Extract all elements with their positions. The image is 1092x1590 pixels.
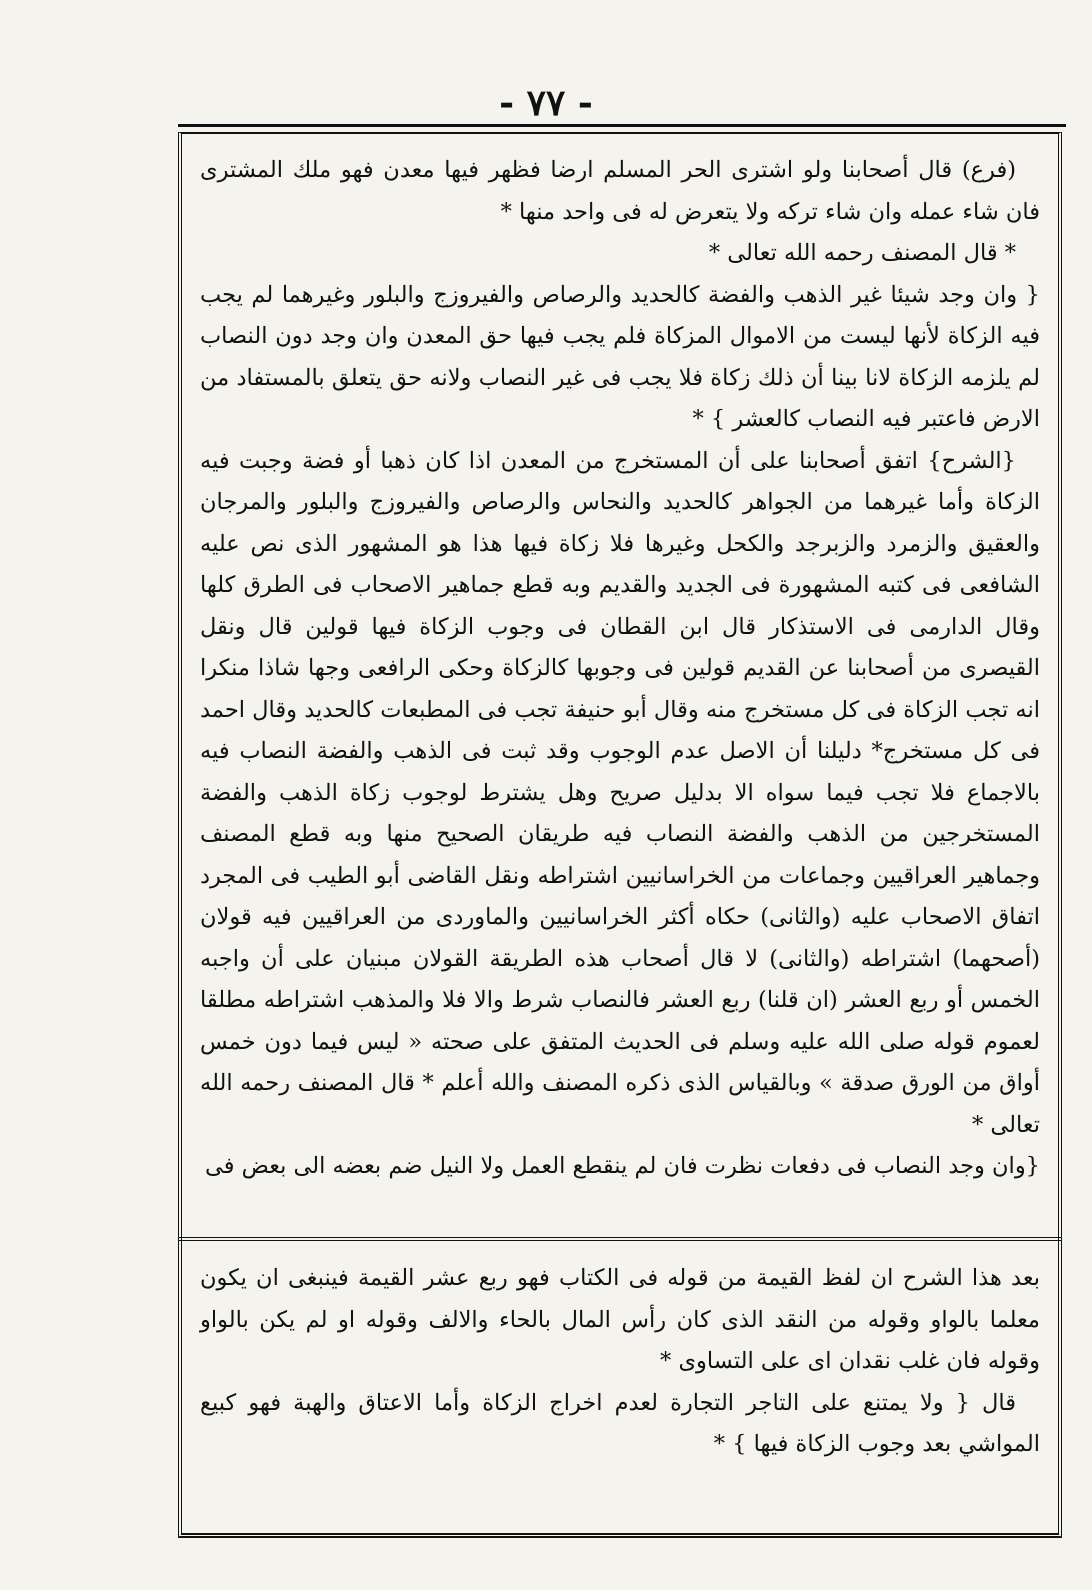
footnote-separator [178, 1237, 1062, 1241]
author-note: * قال المصنف رحمه الله تعالى * [708, 240, 1016, 266]
paragraph-far: (فرع) قال أصحابنا ولو اشترى الحر المسلم ارضا فظهر فيها معدن فهو ملك المشترى فان شاء عمله وان شاء تركه ولا يتعرض له فى واحد منها * [200, 157, 1040, 225]
footnote-paragraph: بعد هذا الشرح ان لفظ القيمة من قوله فى الكتاب فهو ربع عشر القيمة فينبغى ان يكون معلما بالواو وقوله من النقد الذى كان رأس المال بالحاء والالف وقوله او لم يكن بالواو وقوله فان غلب نقدان اى على التساوى * [200, 1265, 1040, 1374]
sharh-paragraph: {الشرح} اتفق أصحابنا على أن المستخرج من المعدن اذا كان ذهبا أو فضة وجبت فيه الزكاة وأما غيرهما من الجواهر كالحديد والنحاس والرصاص والفيروزج والبلور والمرجان والعقيق والزمرد والزبرجد والكحل وغيرها فلا زكاة فيها هذا هو المشهور الذى نص عليه الشافعى فى كتبه المشهورة فى الجديد والقديم وبه قطع جماهير الاصحاب فى الطرق كلها وقال الدارمى فى الاستذكار قال ابن القطان فى وجوب الزكاة فيها قولين قال ونقل القيصرى من أصحابنا عن القديم قولين فى وجوبها كالزكاة وحكى الرافعى وجها شاذا منكرا انه تجب الزكاة فى كل مستخرج منه وقال أبو حنيفة تجب فى المطبعات كالحديد وقال احمد فى كل مستخرج* دليلنا أن الاصل عدم الوجوب وقد ثبت فى الذهب والفضة النصاب فيه بالاجماع فلا تجب فيما سواه الا بدليل صريح وهل يشترط لوجوب زكاة الذهب والفضة المستخرجين من الذهب والفضة النصاب فيه طريقان الصحيح منها وبه قطع المصنف وجماهير العراقيين وجماعات من الخراسانيين اشتراطه ونقل القاضى أبو الطيب فى المجرد اتفاق الاصحاب عليه (والثانى) حكاه أكثر الخراسانيين والماوردى من العراقيين فيه قولان (أصحهما) اشتراطه (والثانى) لا قال أصحاب هذه الطريقة القولان مبنيان على أن واجبه الخمس أو ربع العشر (ان قلنا) ربع العشر فالنصاب شرط والا فلا والمذهب اشتراطه مطلقا لعموم قوله صلى الله عليه وسلم فى الحديث المتفق على صحته « ليس فيما دون خمس أواق من الورق صدقة » وبالقياس الذى ذكره المصنف والله أعلم * قال المصنف رحمه الله تعالى * [200, 447, 1040, 1138]
matn-paragraph-continued: {وان وجد النصاب فى دفعات نظرت فان لم ينقطع العمل ولا النيل ضم بعضه الى بعض فى [205, 1153, 1040, 1179]
footnote-paragraph: قال { ولا يمتنع على التاجر التجارة لعدم اخراج الزكاة وأما الاعتاق والهبة فهو كبيع المواشي بعد وجوب الزكاة فيها } * [200, 1389, 1040, 1457]
main-text [200, 150, 1040, 1188]
matn-paragraph: { وان وجد شيئا غير الذهب والفضة كالحديد والرصاص والفيروزج والبلور وغيرهما لم يجب فيه الزكاة لأنها ليست من الاموال المزكاة فلم يجب فيها حق المعدن وان وجد دون النصاب لم يلزمه الزكاة لانا بينا أن ذلك زكاة فلا يجب فى غير النصاب ولانه حق يتعلق بالمستفاد من الارض فاعتبر فيه النصاب كالعشر } * [200, 281, 1040, 432]
top-rule [178, 124, 1066, 127]
footnotes [200, 1258, 1040, 1466]
page-number: - ٧٧ - [499, 82, 593, 124]
